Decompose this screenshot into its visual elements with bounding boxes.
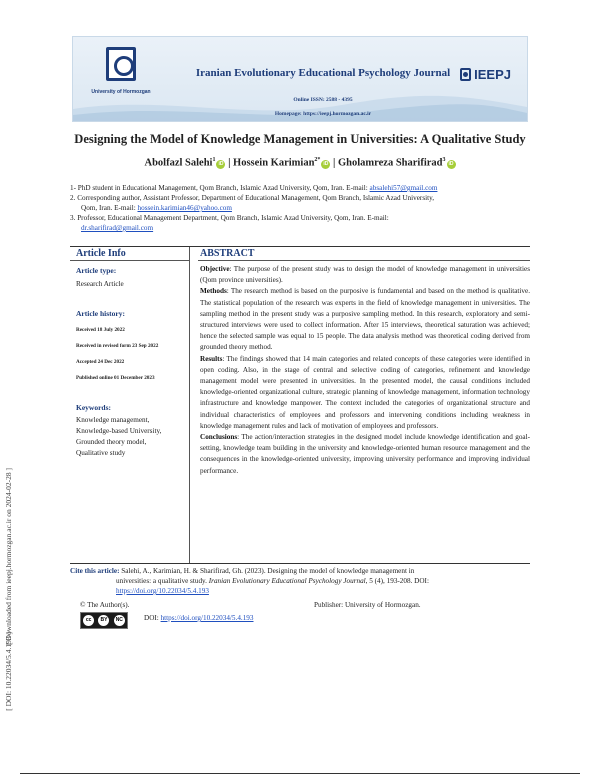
author-list — [70, 157, 530, 169]
journal-logo-text: IEEPJ — [474, 67, 511, 82]
article-type-label: Article type: — [76, 266, 117, 275]
nc-icon: NC — [114, 615, 125, 626]
by-icon: BY — [98, 615, 109, 626]
section-bottom-rule — [70, 563, 530, 564]
affiliations — [70, 183, 530, 233]
keyword-item: Knowledge-based University, — [76, 427, 162, 435]
keyword-item: Knowledge management, — [76, 416, 150, 424]
abstract-column — [198, 247, 530, 477]
orcid-icon[interactable]: iD — [218, 160, 224, 167]
download-watermark: [ Downloaded from ieepj.hormozgan.ac.ir on 2024-02-28 ] — [4, 468, 13, 645]
abstract-conclusions: Conclusions: The action/interaction strategies in the designed model include knowledge identification and goal-setting, knowledge team building in the university and knowledge-oriented human resource management and the consequences in the knowledge-oriented university, improving university performance and improving individual performance. — [200, 433, 530, 475]
publisher: Publisher: University of Hormozgan. — [314, 601, 421, 609]
citation-label: Cite this article: — [70, 567, 120, 575]
article-info-column — [70, 247, 190, 563]
author-name: Hossein Karimian — [233, 157, 315, 169]
abstract-methods: Methods: The research method is based on the purposive is fundamental and based on the method is qualitative. The statistical population of the research was experts in the field of knowledge management in universities. The sampling method in the present study was a purposive sampling method. In this research, exploratory and semi-structured interviews were used to collect information. After 15 interviews, theoretical saturation was achieved; hence the selected sample was equal to 15 people. The data analysis method was theoretical coding derived from grounded theory method. — [200, 287, 530, 352]
keyword-item: Grounded theory model, — [76, 438, 147, 446]
paper-title: Designing the Model of Knowledge Management in Universities: A Qualitative Study — [74, 132, 526, 146]
affiliation-3-cont — [70, 223, 530, 233]
email-link[interactable]: dr.sharifirad@gmail.com — [81, 224, 154, 232]
abstract-results: Results: The findings showed that 14 main categories and related concepts of these categories were identified in open coding. Also, in the stage of central and selective coding of categories, refinement and knowledge management model were presented in universities. In the presented model, the causal conditions included knowledge-oriented organizational culture, strategic planning of knowledge management, information technology infrastructure and knowledge manpower. The context included the categories of organizational structure and individual characteristics of employees and professors and intervening conditions including weakness in knowledge management rules and lack of motivation of employees and professors. — [200, 354, 530, 430]
university-logo — [87, 47, 155, 95]
received-date: Received 18 July 2022 — [76, 327, 125, 333]
article-history-label: Article history: — [76, 309, 125, 318]
university-emblem-icon — [106, 47, 136, 81]
journal-issn: Online ISSN: 2588 - 4395 — [293, 97, 353, 103]
citation-journal: Iranian Evolutionary Educational Psychology Journal — [208, 577, 366, 585]
keyword-item: Qualitative study — [76, 449, 126, 457]
keywords-label: Keywords: — [76, 403, 111, 412]
author-separator: | — [225, 157, 234, 169]
cc-license-badge[interactable] — [80, 612, 128, 629]
author-sup: 3 — [442, 157, 446, 163]
citation-line-3 — [70, 586, 530, 596]
author-sup: 1 — [212, 157, 216, 163]
footer-doi: DOI: https://doi.org/10.22034/5.4.193 — [144, 614, 254, 622]
journal-logo — [460, 67, 511, 82]
abstract-objective: Objective: The purpose of the present study was to design the model of knowledge management in universities (Qom province universities). — [200, 265, 530, 285]
author-separator: | — [330, 157, 338, 169]
copyright: © The Author(s). — [80, 601, 130, 609]
footer-doi-link[interactable]: https://doi.org/10.22034/5.4.193 — [160, 614, 254, 622]
journal-banner — [72, 36, 528, 122]
doi-watermark: [ DOI: 10.22034/5.4.193 ] — [4, 632, 13, 711]
article-type-value: Research Article — [76, 280, 124, 288]
affiliation-2: 2. Corresponding author, Assistant Professor, Department of Educational Management, Qom Branch, Islamic Azad University, — [70, 194, 435, 202]
journal-title: Iranian Evolutionary Educational Psychology Journal — [195, 67, 451, 79]
abstract-header: ABSTRACT — [198, 247, 530, 261]
university-name: University of Hormozgan — [91, 89, 151, 95]
author-sup: 2* — [314, 157, 321, 163]
citation-block — [70, 566, 530, 596]
affiliation-2-cont: Qom, Iran. E-mail: hossein.karimian46@yahoo.com — [81, 204, 232, 212]
email-link[interactable]: hossein.karimian46@yahoo.com — [137, 204, 232, 212]
journal-homepage[interactable]: Homepage: https://ieepj.hormozgan.ac.ir — [274, 111, 372, 117]
affiliation-1: 1- PhD student in Educational Management, Qom Branch, Islamic Azad University, Qom, Iran. E-mail: absalehi57@gmail.com — [70, 184, 438, 192]
article-info-header: Article Info — [70, 247, 189, 261]
orcid-icon[interactable]: iD — [448, 160, 454, 167]
author-name: Abolfazl Salehi — [144, 157, 213, 169]
affiliation-3: 3. Professor, Educational Management Department, Qom Branch, Islamic Azad University, Qom, Iran. E-mail: — [70, 214, 389, 222]
citation-line-2: universities: a qualitative study. Iranian Evolutionary Educational Psychology Journal, 5 (4), 193-208. DOI: — [116, 577, 429, 585]
author-name: Gholamreza Sharifirad — [337, 157, 443, 169]
cc-icon: cc — [83, 615, 94, 626]
orcid-icon[interactable]: iD — [323, 160, 329, 167]
page-footer-rule — [20, 773, 580, 774]
revised-date: Received in revised form 23 Sep 2022 — [76, 343, 159, 349]
citation-line-1: Cite this article: Salehi, A., Karimian, H. & Sharifirad, Gh. (2023). Designing the model of knowledge management in — [70, 567, 415, 575]
email-link[interactable]: absalehi57@gmail.com — [369, 184, 438, 192]
published-date: Published online 01 December 2023 — [76, 375, 155, 381]
journal-logo-icon — [460, 68, 471, 81]
accepted-date: Accepted 24 Dec 2022 — [76, 359, 125, 365]
citation-doi-link[interactable]: https://doi.org/10.22034/5.4.193 — [116, 587, 209, 595]
